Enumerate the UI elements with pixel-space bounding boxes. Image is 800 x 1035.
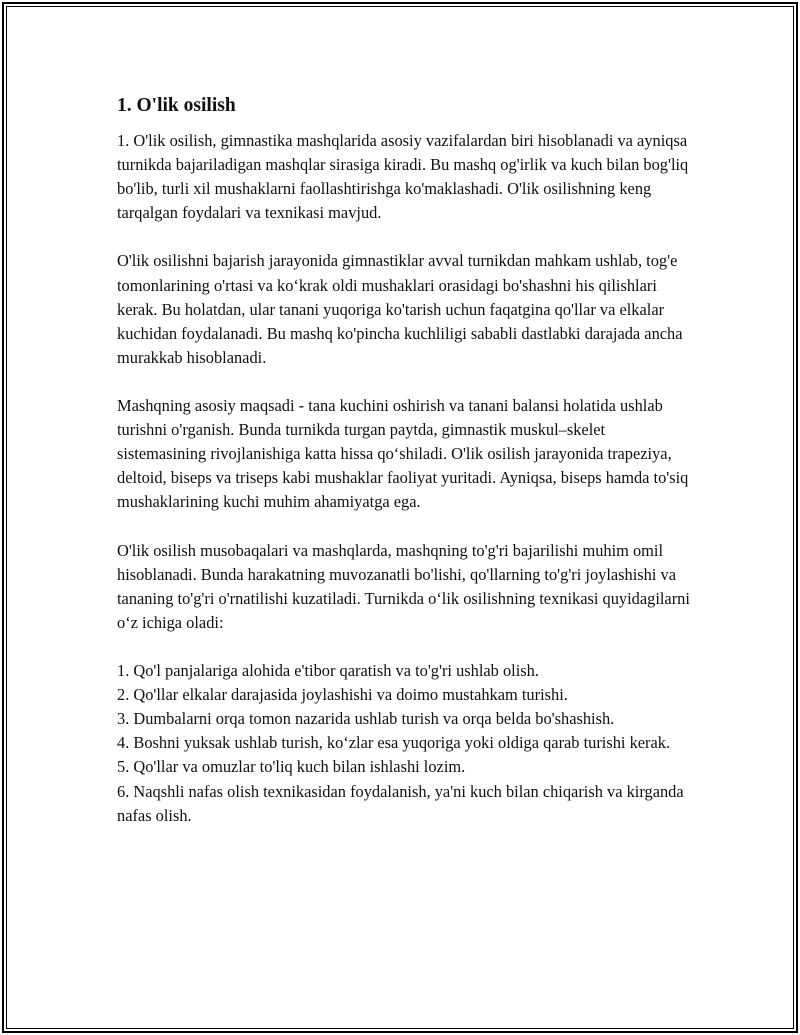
technique-list — [117, 659, 697, 828]
list-item: 2. Qo'llar elkalar darajasida joylashishi va doimo mustahkam turishi. — [117, 685, 568, 705]
document-title: 1. O'lik osilish — [117, 95, 236, 116]
list-item: 6. Naqshli nafas olish texnikasidan foydalanish, ya'ni kuch bilan chiqarish va kirganda nafas olish. — [117, 781, 684, 825]
list-item: 5. Qo'llar va omuzlar to'liq kuch bilan ishlashi lozim. — [117, 757, 466, 777]
document-body — [117, 92, 697, 828]
list-item: 3. Dumbalarni orqa tomon nazarida ushlab turish va orqa belda bo'shashish. — [117, 709, 615, 729]
paragraph-technique-intro: O'lik osilish musobaqalari va mashqlarda, mashqning to'g'ri bajarilishi muhim omil hisoblanadi. Bunda harakatning muvozanatli bo'lishi, qo'llarning to'g'ri joylashishi va tananing to'g'ri o'rnatilishi kuzatiladi. Turnikda o‘lik osilishning texnikasi quyidagilarni o‘z ichiga oladi: — [117, 540, 690, 632]
list-item: 4. Boshni yuksak ushlab turish, ko‘zlar esa yuqoriga yoki oldiga qarab turishi kerak. — [117, 733, 671, 753]
paragraph-execution: O'lik osilishni bajarish jarayonida gimnastiklar avval turnikdan mahkam ushlab, tog'e tomonlarining o'rtasi va ko‘krak oldi mushaklari orasidagi bo'shashni his qilishlari kerak. Bu holatdan, ular tanani yuqoriga ko'tarish uchun faqatgina qo'llar va elkalar kuchidan foydalanadi. Bu mashq ko'pincha kuchliligi sababli dastlabki darajada ancha murakkab hisoblanadi. — [117, 251, 683, 367]
list-item: 1. Qo'l panjalariga alohida e'tibor qaratish va to'g'ri ushlab olish. — [117, 661, 539, 681]
paragraph-intro: 1. O'lik osilish, gimnastika mashqlarida asosiy vazifalardan biri hisoblanadi va ayniqsa turnikda bajariladigan mashqlar sirasiga kiradi. Bu mashq og'irlik va kuch bilan bog'liq bo'lib, turli xil mushaklarni faollashtirishga ko'maklashadi. O'lik osilishning keng tarqalgan foydalari va texnikasi mavjud. — [117, 131, 689, 223]
paragraph-purpose: Mashqning asosiy maqsadi - tana kuchini oshirish va tanani balansi holatida ushlab turishni o'rganish. Bunda turnikda turgan paytda, gimnastik muskul–skelet sistemasining rivojlanishiga katta hissa qo‘shiladi. O'lik osilish jarayonida trapeziya, deltoid, biseps va triseps kabi mushaklar faoliyat yuritadi. Ayniqsa, biseps hamda to'siq mushaklarining kuchi muhim ahamiyatga ega. — [117, 396, 689, 512]
